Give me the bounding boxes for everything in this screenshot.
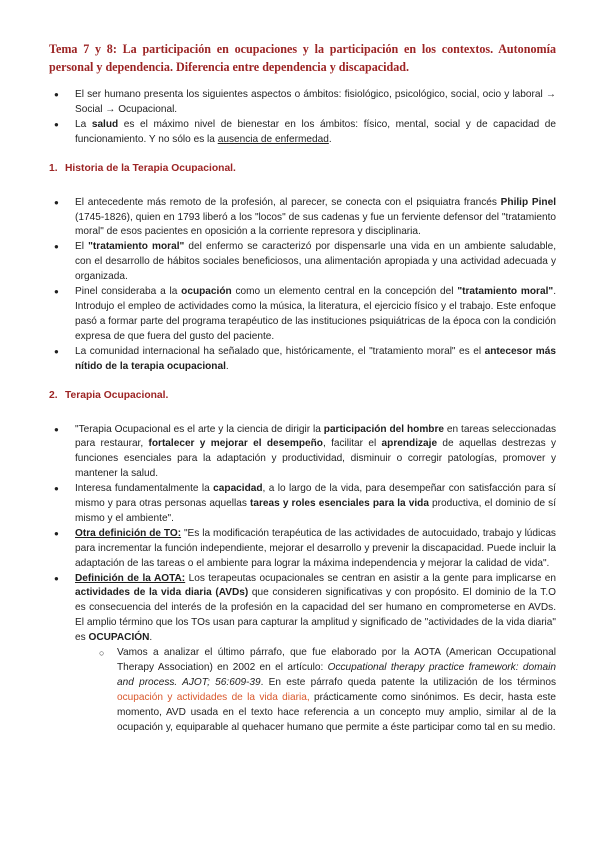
list-item: ● La salud es el máximo nivel de bienestar en los ámbitos: físico, mental, social y de capacidad de funcionamiento. Y no sólo es la ausencia de enfermedad. (49, 118, 556, 148)
list-item: ● Otra definición de TO: "Es la modificación terapéutica de las actividades de autocuidado, trabajo y lúdicas para incrementar la función independiente, mejorar el desarrollo y prevenir la discapacidad. Puede incluir la adaptación de las tareas o el ambiente para lograr la máxima independencia y mejorar la calidad de vida". (49, 527, 556, 572)
list-item: ● Interesa fundamentalmente la capacidad, a lo largo de la vida, para desempeñar con satisfacción para sí mismo y para otras personas aquellas tareas y roles esenciales para la vida productiva, el dominio de sí mismo y el ambiente". (49, 482, 556, 527)
intro-list (49, 88, 556, 148)
list-item: ● El antecedente más remoto de la profesión, al parecer, se conecta con el psiquiatra francés Philip Pinel (1745-1826), quien en 1793 liberó a los "locos" de sus cadenas y fue un ferviente defensor del "tratamiento moral" de esos pacientes en oposición a la corriente represora y disciplinaria. (49, 196, 556, 241)
list-item: ● Pinel consideraba a la ocupación como un elemento central en la concepción del "tratamiento moral". Introdujo el empleo de actividades como la música, la literatura, el ejercicio físico y el trabajo. Este enfoque pasó a formar parte del programa terapéutico de las instituciones psiquiátricas de la época con la condición expresa de que fuera del gusto del paciente. (49, 285, 556, 345)
list-item: ● "Terapia Ocupacional es el arte y la ciencia de dirigir la participación del hombre en tareas seleccionadas para restaurar, fortalecer y mejorar el desempeño, facilitar el aprendizaje de aquellas destrezas y funciones esenciales para la adaptación y productividad, disminuir o corregir patologías, promover y mantener la salud. (49, 423, 556, 483)
terapia-list (49, 423, 556, 647)
page-title: Tema 7 y 8: La participación en ocupaciones y la participación en los contextos. Autonomía personal y dependencia. Diferencia entre dependencia y discapacidad. (49, 42, 556, 74)
historia-list (49, 196, 556, 375)
list-item: ● Definición de la AOTA: Los terapeutas ocupacionales se centran en asistir a la gente para implicarse en actividades de la vida diaria (AVDs) que consideren significativas y con propósito. El dominio de la T.O es consecuencia del interés de la profesión en la capacidad del ser humano en comprometerse en AVDs. El amplio término que los TOs usan para capturar la amplitud y significado de "actividades de la vida diaria" es OCUPACIÓN. (49, 572, 556, 647)
list-item: ● El ser humano presenta los siguientes aspectos o ámbitos: fisiológico, psicológico, social, ocio y laboral → Social → Ocupacional. (49, 88, 556, 118)
list-item: ● La comunidad internacional ha señalado que, históricamente, el "tratamiento moral" es el antecesor más nítido de la terapia ocupacional. (49, 345, 556, 375)
sub-list (49, 646, 556, 735)
sub-list-item: ○ Vamos a analizar el último párrafo, que fue elaborado por la AOTA (American Occupational Therapy Association) en 2002 en el artículo: Occupational therapy practice framework: domain and process. AJOT; 56:609-39. En este párrafo queda patente la utilización de los términos ocupación y actividades de la vida diaria, prácticamente como sinónimos. Es decir, hasta este momento, AVD usada en el texto hace referencia a un concepto muy amplio, similar al de la ocupación y, equiparable al quehacer humano que permite a éste participar como tal en su medio. (93, 646, 556, 735)
document-page (49, 40, 556, 736)
list-item: ● El "tratamiento moral" del enfermo se caracterizó por dispensarle una vida en un ambiente saludable, con el desarrollo de hábitos sociales beneficiosos, una alimentación apropiada y una actividad adecuada y organizada. (49, 240, 556, 285)
section-heading-terapia: 2. Terapia Ocupacional. (49, 389, 169, 401)
section-heading-historia: 1. Historia de la Terapia Ocupacional. (49, 162, 236, 174)
